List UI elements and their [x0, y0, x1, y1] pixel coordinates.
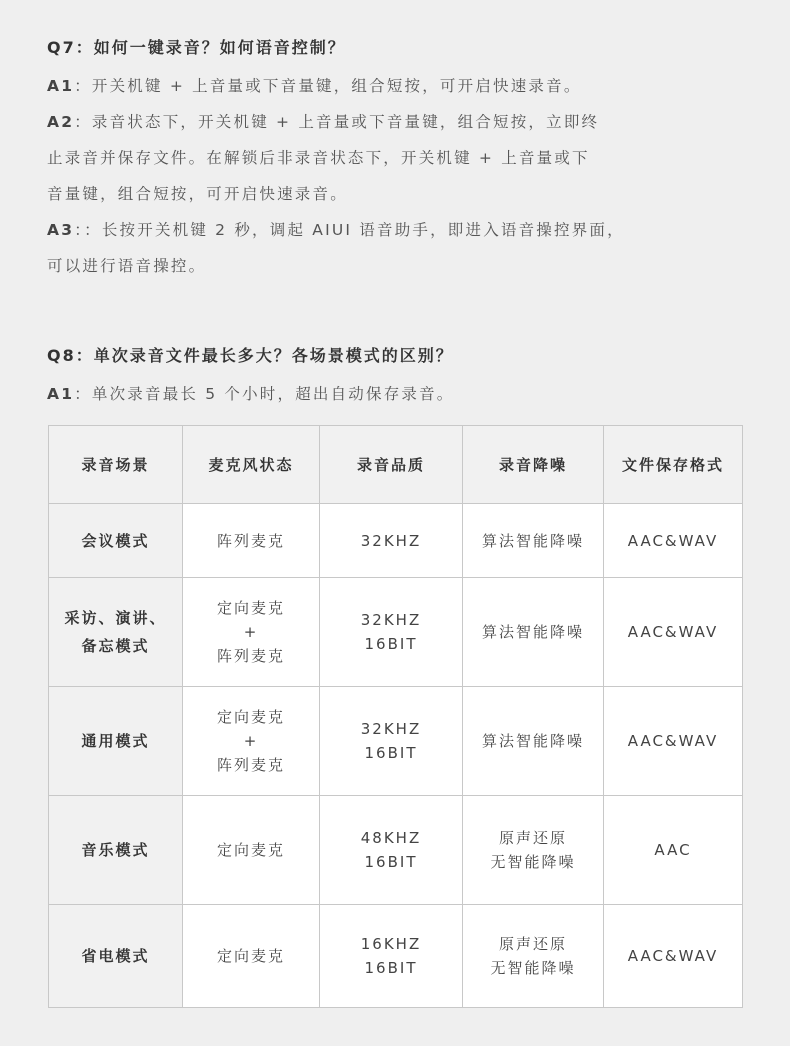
table-row [49, 905, 743, 1008]
quality-cell: 32KHZ 16BIT [320, 687, 463, 796]
table-row [49, 504, 743, 578]
format-cell: AAC&WAV [604, 504, 743, 578]
answer-label: A2 [47, 113, 75, 131]
noise-cell: 原声还原 无智能降噪 [463, 796, 604, 905]
answer-label: A3 [47, 221, 75, 239]
header-format: 文件保存格式 [604, 426, 743, 504]
answer-label: A1 [47, 77, 75, 95]
q7-answer-a2-line3: 音量键，组合短按，可开启快速录音。 [47, 185, 348, 203]
table-row [49, 687, 743, 796]
answer-text: ：单次录音最长 5 个小时，超出自动保存录音。 [74, 385, 455, 403]
noise-cell: 算法智能降噪 [463, 504, 604, 578]
header-scene: 录音场景 [49, 426, 183, 504]
answer-text: ：：长按开关机键 2 秒，调起 AIUI 语音助手，即进入语音操控界面， [74, 221, 625, 239]
q7-answer-a3-line2: 可以进行语音操控。 [47, 257, 207, 275]
header-quality: 录音品质 [320, 426, 463, 504]
q7-answer-a2-line1 [47, 110, 599, 132]
table-header-row [49, 426, 743, 504]
question-q8-title: Q8：单次录音文件最长多大？各场景模式的区别？ [47, 346, 454, 365]
mic-cell: 定向麦克 + 阵列麦克 [183, 578, 320, 687]
scene-cell: 采访、演讲、 备忘模式 [49, 578, 183, 687]
quality-cell: 16KHZ 16BIT [320, 905, 463, 1008]
noise-cell: 算法智能降噪 [463, 687, 604, 796]
mic-cell: 定向麦克 + 阵列麦克 [183, 687, 320, 796]
table-row [49, 578, 743, 687]
answer-text: ：录音状态下，开关机键 + 上音量或下音量键，组合短按，立即终 [74, 113, 600, 131]
format-cell: AAC&WAV [604, 578, 743, 687]
scene-cell: 省电模式 [49, 905, 183, 1008]
answer-text: ：开关机键 + 上音量或下音量键，组合短按，可开启快速录音。 [74, 77, 582, 95]
noise-cell: 原声还原 无智能降噪 [463, 905, 604, 1008]
mic-cell: 定向麦克 [183, 905, 320, 1008]
q7-answer-a3-line1 [47, 218, 625, 240]
format-cell: AAC&WAV [604, 687, 743, 796]
question-q7-title: Q7：如何一键录音？如何语音控制？ [47, 38, 346, 57]
scene-cell: 会议模式 [49, 504, 183, 578]
mic-cell: 阵列麦克 [183, 504, 320, 578]
noise-cell: 算法智能降噪 [463, 578, 604, 687]
mic-cell: 定向麦克 [183, 796, 320, 905]
quality-cell: 48KHZ 16BIT [320, 796, 463, 905]
format-cell: AAC&WAV [604, 905, 743, 1008]
quality-cell: 32KHZ [320, 504, 463, 578]
q7-answer-a1 [47, 74, 582, 96]
header-mic: 麦克风状态 [183, 426, 320, 504]
q7-answer-a2-line2: 止录音并保存文件。在解锁后非录音状态下，开关机键 + 上音量或下 [47, 149, 590, 167]
scene-cell: 音乐模式 [49, 796, 183, 905]
quality-cell: 32KHZ 16BIT [320, 578, 463, 687]
scene-cell: 通用模式 [49, 687, 183, 796]
header-noise: 录音降噪 [463, 426, 604, 504]
recording-modes-table [48, 425, 743, 1008]
table-row [49, 796, 743, 905]
answer-label: A1 [47, 385, 75, 403]
format-cell: AAC [604, 796, 743, 905]
q8-answer-a1 [47, 382, 455, 404]
